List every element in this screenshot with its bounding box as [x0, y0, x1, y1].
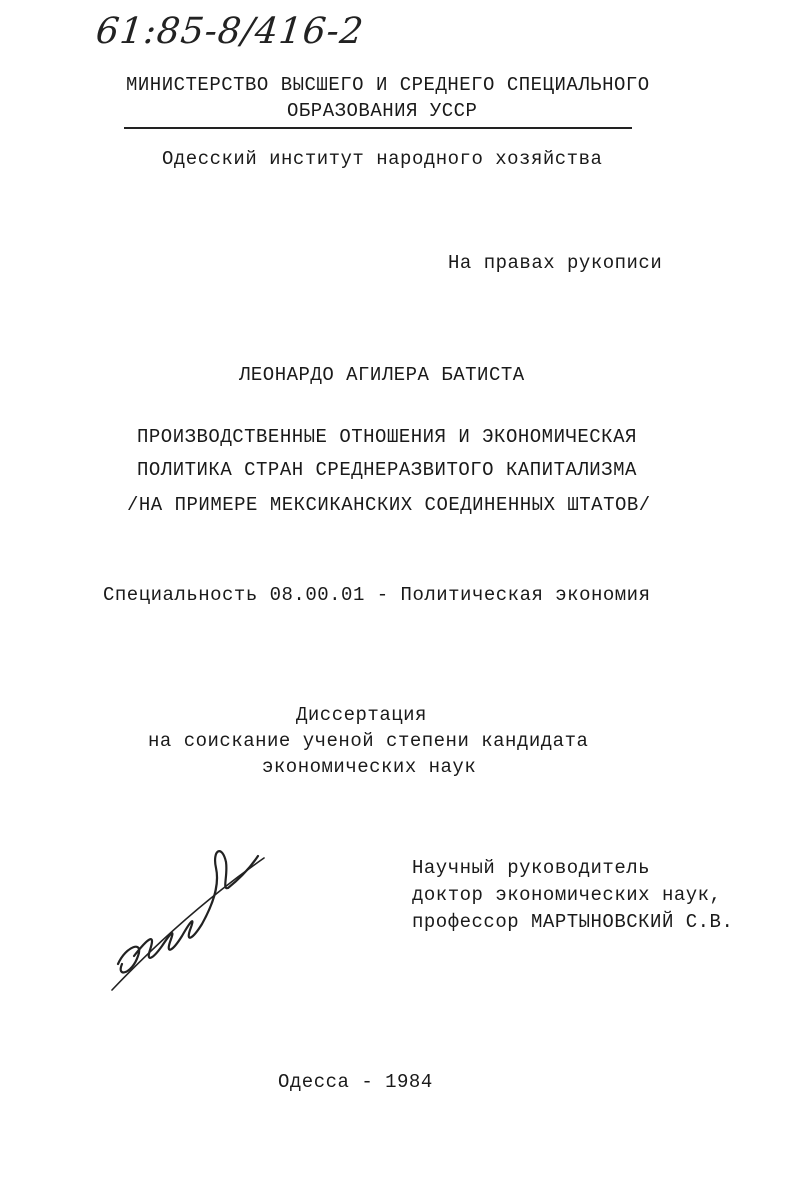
dissertation-line-2: на соискание ученой степени кандидата	[148, 730, 589, 752]
handwritten-archive-number: 61:85-8/416-2	[93, 11, 366, 52]
institute-name: Одесский институт народного хозяйства	[162, 148, 603, 170]
place-year: Одесса - 1984	[278, 1071, 433, 1093]
title-line-2: ПОЛИТИКА СТРАН СРЕДНЕРАЗВИТОГО КАПИТАЛИЗМА	[137, 459, 637, 481]
advisor-line-1: Научный руководитель	[412, 857, 651, 879]
rights-note: На правах рукописи	[448, 252, 663, 274]
author-name: ЛЕОНАРДО АГИЛЕРА БАТИСТА	[239, 364, 525, 386]
specialty-line: Специальность 08.00.01 - Политическая экономия	[103, 584, 651, 606]
header-rule	[124, 127, 632, 129]
title-line-1: ПРОИЗВОДСТВЕННЫЕ ОТНОШЕНИЯ И ЭКОНОМИЧЕСКАЯ	[137, 426, 637, 448]
advisor-line-3: профессор МАРТЫНОВСКИЙ С.В.	[412, 911, 734, 933]
dissertation-line-1: Диссертация	[296, 704, 427, 726]
advisor-line-2: доктор экономических наук,	[412, 884, 722, 906]
signature-image	[104, 828, 266, 996]
ministry-line-1: МИНИСТЕРСТВО ВЫСШЕГО И СРЕДНЕГО СПЕЦИАЛЬНОГО	[126, 74, 650, 96]
dissertation-line-3: экономических наук	[262, 756, 477, 778]
ministry-line-2: ОБРАЗОВАНИЯ УССР	[287, 100, 478, 122]
title-line-3: /НА ПРИМЕРЕ МЕКСИКАНСКИХ СОЕДИНЕННЫХ ШТАТОВ/	[127, 494, 651, 516]
